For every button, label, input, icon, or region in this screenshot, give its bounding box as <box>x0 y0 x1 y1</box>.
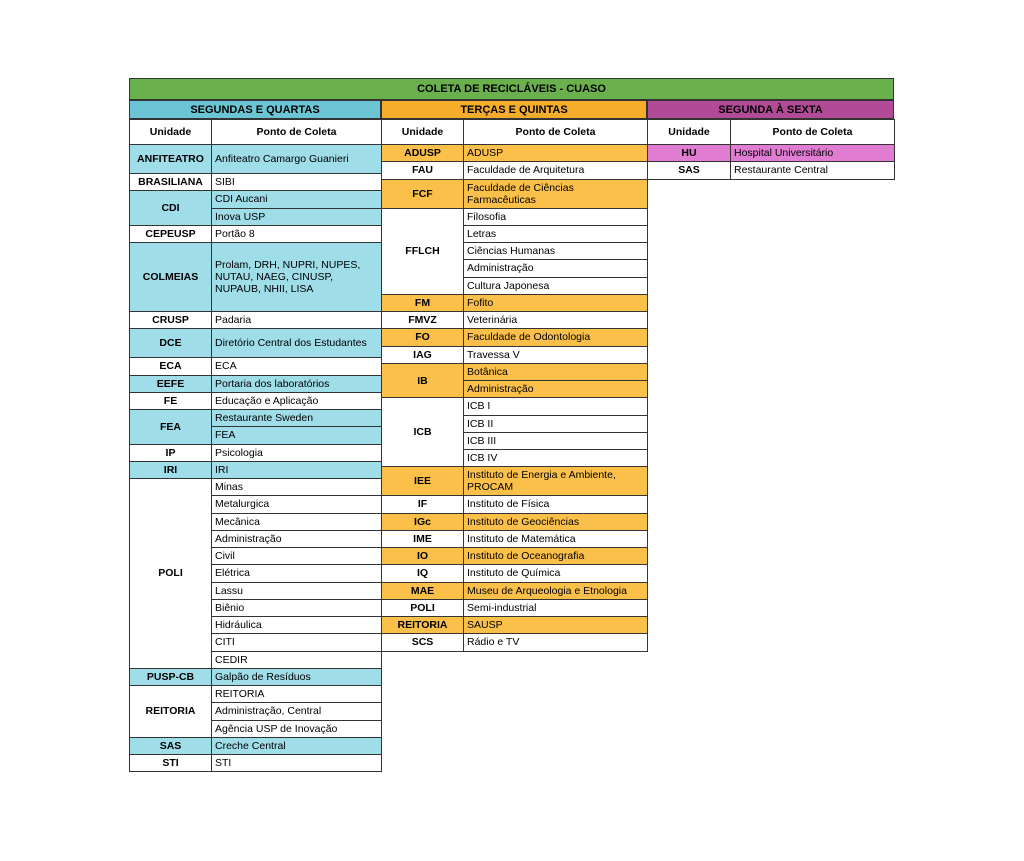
collection-point-cell: Fofito <box>464 294 648 311</box>
table-header-row <box>648 120 895 145</box>
table-row <box>648 162 895 179</box>
collection-point-cell: Faculdade de Odontologia <box>464 329 648 346</box>
table-row <box>130 392 382 409</box>
table-segundas-quartas <box>129 119 382 772</box>
unit-cell: IME <box>382 530 464 547</box>
table-row <box>648 145 895 162</box>
collection-point-cell: Inova USP <box>212 208 382 225</box>
column-header-unidade: Unidade <box>648 120 731 145</box>
collection-point-cell: SIBI <box>212 174 382 191</box>
unit-cell: EEFE <box>130 375 212 392</box>
table-row <box>130 686 382 703</box>
table-row <box>130 174 382 191</box>
table-row <box>382 634 648 651</box>
collection-point-cell: Educação e Aplicação <box>212 392 382 409</box>
collection-point-cell: Instituto de Física <box>464 496 648 513</box>
table-row <box>382 179 648 208</box>
column-header-unidade: Unidade <box>382 120 464 145</box>
section-header-tercas-quintas: TERÇAS E QUINTAS <box>381 100 647 119</box>
table-row <box>382 162 648 179</box>
collection-point-cell: CDI Aucani <box>212 191 382 208</box>
collection-point-cell: Restaurante Central <box>731 162 895 179</box>
table-row <box>130 375 382 392</box>
unit-cell: PUSP-CB <box>130 668 212 685</box>
collection-point-cell: Restaurante Sweden <box>212 410 382 427</box>
collection-point-cell: Administração, Central <box>212 703 382 720</box>
table-row <box>130 479 382 496</box>
unit-cell: CDI <box>130 191 212 226</box>
collection-point-cell: Portaria dos laboratórios <box>212 375 382 392</box>
table-row <box>382 329 648 346</box>
unit-cell: FAU <box>382 162 464 179</box>
unit-cell: ANFITEATRO <box>130 145 212 174</box>
collection-point-cell: ADUSP <box>464 145 648 162</box>
column-header-unidade: Unidade <box>130 120 212 145</box>
unit-cell: FEA <box>130 410 212 445</box>
collection-point-cell: Veterinária <box>464 312 648 329</box>
table-row <box>382 467 648 496</box>
table-row <box>382 145 648 162</box>
collection-point-cell: Semi-industrial <box>464 599 648 616</box>
unit-cell: SCS <box>382 634 464 651</box>
collection-point-cell: Psicologia <box>212 444 382 461</box>
collection-point-cell: Agência USP de Inovação <box>212 720 382 737</box>
unit-cell: IO <box>382 548 464 565</box>
collection-point-cell: Minas <box>212 479 382 496</box>
collection-point-cell: Instituto de Oceanografia <box>464 548 648 565</box>
table-segunda-sexta <box>647 119 895 180</box>
unit-cell: FM <box>382 294 464 311</box>
table-row <box>382 582 648 599</box>
table-row <box>130 145 382 174</box>
collection-point-cell: Biênio <box>212 599 382 616</box>
page-title: COLETA DE RECICLÁVEIS - CUASO <box>129 78 894 100</box>
collection-point-cell: Museu de Arqueologia e Etnologia <box>464 582 648 599</box>
collection-point-cell: Metalurgica <box>212 496 382 513</box>
section-header-segundas-quartas: SEGUNDAS E QUARTAS <box>129 100 381 119</box>
unit-cell: IAG <box>382 346 464 363</box>
unit-cell: CRUSP <box>130 312 212 329</box>
unit-cell: ECA <box>130 358 212 375</box>
unit-cell: STI <box>130 755 212 772</box>
collection-point-cell: Anfiteatro Camargo Guanieri <box>212 145 382 174</box>
unit-cell: REITORIA <box>382 617 464 634</box>
collection-point-cell: Civil <box>212 548 382 565</box>
unit-cell: BRASILIANA <box>130 174 212 191</box>
unit-cell: FO <box>382 329 464 346</box>
unit-cell: COLMEIAS <box>130 243 212 312</box>
column-header-ponto-de-coleta: Ponto de Coleta <box>464 120 648 145</box>
collection-point-cell: Administração <box>464 381 648 398</box>
unit-cell: REITORIA <box>130 686 212 738</box>
collection-point-cell: Hospital Universitário <box>731 145 895 162</box>
collection-point-cell: Prolam, DRH, NUPRI, NUPES, NUTAU, NAEG, CINUSP, NUPAUB, NHII, LISA <box>212 243 382 312</box>
unit-cell: IP <box>130 444 212 461</box>
collection-point-cell: Padaria <box>212 312 382 329</box>
collection-point-cell: Administração <box>464 260 648 277</box>
collection-point-cell: Mecânica <box>212 513 382 530</box>
table-row <box>130 737 382 754</box>
table-row <box>382 208 648 225</box>
collection-point-cell: Creche Central <box>212 737 382 754</box>
column-header-ponto-de-coleta: Ponto de Coleta <box>731 120 895 145</box>
collection-point-cell: Rádio e TV <box>464 634 648 651</box>
unit-cell: HU <box>648 145 731 162</box>
table-row <box>130 358 382 375</box>
collection-point-cell: Portão 8 <box>212 225 382 242</box>
collection-point-cell: Ciências Humanas <box>464 243 648 260</box>
collection-point-cell: Travessa V <box>464 346 648 363</box>
unit-cell: IQ <box>382 565 464 582</box>
section-header-segunda-sexta: SEGUNDA À SEXTA <box>647 100 894 119</box>
collection-point-cell: Hidráulica <box>212 617 382 634</box>
table-row <box>382 363 648 380</box>
collection-point-cell: Lassu <box>212 582 382 599</box>
unit-cell: SAS <box>130 737 212 754</box>
collection-point-cell: Elétrica <box>212 565 382 582</box>
table-row <box>382 312 648 329</box>
unit-cell: IB <box>382 363 464 398</box>
collection-point-cell: STI <box>212 755 382 772</box>
table-row <box>130 312 382 329</box>
table-header-row <box>130 120 382 145</box>
table-row <box>130 461 382 478</box>
table-row <box>382 530 648 547</box>
collection-point-cell: Instituto de Geociências <box>464 513 648 530</box>
table-row <box>382 548 648 565</box>
table-row <box>130 410 382 427</box>
unit-cell: FMVZ <box>382 312 464 329</box>
collection-point-cell: CEDIR <box>212 651 382 668</box>
table-row <box>382 346 648 363</box>
unit-cell: POLI <box>382 599 464 616</box>
collection-point-cell: SAUSP <box>464 617 648 634</box>
table-row <box>382 398 648 415</box>
unit-cell: IRI <box>130 461 212 478</box>
collection-point-cell: REITORIA <box>212 686 382 703</box>
table-row <box>382 496 648 513</box>
unit-cell: ADUSP <box>382 145 464 162</box>
collection-point-cell: ICB II <box>464 415 648 432</box>
unit-cell: IEE <box>382 467 464 496</box>
collection-point-cell: ICB IV <box>464 450 648 467</box>
collection-point-cell: Administração <box>212 530 382 547</box>
table-row <box>130 329 382 358</box>
unit-cell: SAS <box>648 162 731 179</box>
table-row <box>382 599 648 616</box>
table-header-row <box>382 120 648 145</box>
table-row <box>130 225 382 242</box>
table-row <box>382 513 648 530</box>
table-row <box>382 565 648 582</box>
collection-point-cell: FEA <box>212 427 382 444</box>
table-row <box>382 294 648 311</box>
unit-cell: CEPEUSP <box>130 225 212 242</box>
table-row <box>382 617 648 634</box>
table-tercas-quintas <box>381 119 648 652</box>
unit-cell: FE <box>130 392 212 409</box>
collection-point-cell: Cultura Japonesa <box>464 277 648 294</box>
unit-cell: ICB <box>382 398 464 467</box>
table-row <box>130 668 382 685</box>
unit-cell: IGc <box>382 513 464 530</box>
collection-point-cell: Instituto de Energia e Ambiente, PROCAM <box>464 467 648 496</box>
collection-point-cell: Faculdade de Arquitetura <box>464 162 648 179</box>
table-row <box>130 755 382 772</box>
unit-cell: DCE <box>130 329 212 358</box>
unit-cell: IF <box>382 496 464 513</box>
unit-cell: POLI <box>130 479 212 669</box>
column-header-ponto-de-coleta: Ponto de Coleta <box>212 120 382 145</box>
collection-point-cell: Instituto de Química <box>464 565 648 582</box>
collection-point-cell: Instituto de Matemática <box>464 530 648 547</box>
collection-point-cell: ICB III <box>464 432 648 449</box>
collection-point-cell: Letras <box>464 225 648 242</box>
unit-cell: MAE <box>382 582 464 599</box>
collection-point-cell: Galpão de Resíduos <box>212 668 382 685</box>
table-row <box>130 243 382 312</box>
collection-point-cell: ECA <box>212 358 382 375</box>
collection-point-cell: Faculdade de Ciências Farmacêuticas <box>464 179 648 208</box>
collection-point-cell: IRI <box>212 461 382 478</box>
table-row <box>130 444 382 461</box>
collection-point-cell: ICB I <box>464 398 648 415</box>
unit-cell: FFLCH <box>382 208 464 294</box>
collection-point-cell: CITI <box>212 634 382 651</box>
collection-point-cell: Botânica <box>464 363 648 380</box>
collection-point-cell: Filosofia <box>464 208 648 225</box>
table-row <box>130 191 382 208</box>
unit-cell: FCF <box>382 179 464 208</box>
collection-point-cell: Diretório Central dos Estudantes <box>212 329 382 358</box>
